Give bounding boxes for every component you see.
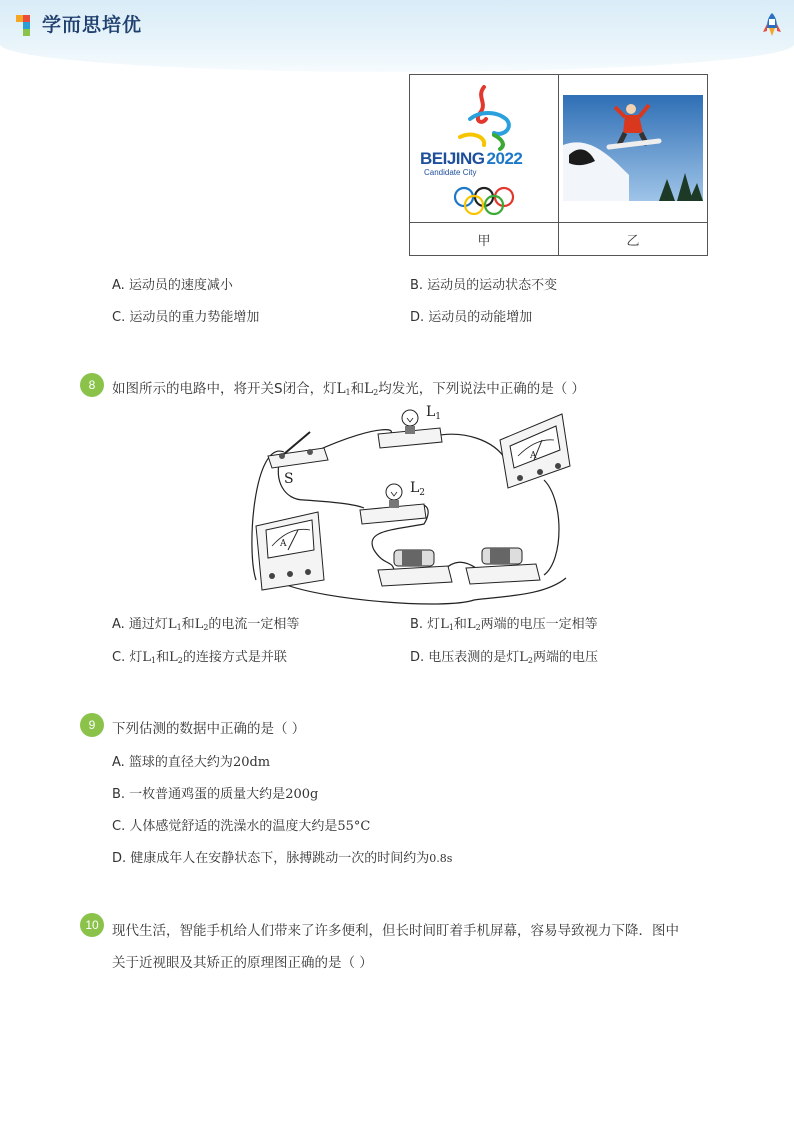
svg-text:A: A	[280, 539, 287, 549]
question-number-10: 10	[80, 913, 104, 937]
q9-option-c: C. 人体感觉舒适的洗澡水的温度大约是55°C	[112, 819, 371, 834]
logo-text: BEIJING 2022	[420, 149, 523, 168]
switch-label: S	[284, 471, 294, 487]
lamp2-label: $L_2$	[410, 480, 426, 498]
q9-option-b: B. 一枚普通鸡蛋的质量大约是200g	[112, 787, 319, 802]
figure-table	[409, 74, 708, 256]
question-number-8: 8	[80, 373, 104, 397]
olympic-logo-cell	[410, 75, 559, 223]
question-number-9: 9	[80, 713, 104, 737]
q7-option-b: B. 运动员的运动状态不变	[410, 278, 558, 293]
rocket-icon	[762, 12, 782, 38]
battery-cell-2	[466, 548, 540, 584]
battery-cell-1	[378, 550, 452, 586]
q10-stem-line-2: 关于近视眼及其矫正的原理图正确的是（ ）	[112, 955, 373, 971]
q7-option-a: A. 运动员的速度减小	[112, 278, 233, 293]
meter-top-right	[500, 414, 570, 488]
lamp1-label: $L_1$	[426, 404, 442, 422]
q10-stem-line-1: 现代生活，智能手机给人们带来了许多便利，但长时间盯着手机屏幕，容易导致视力下降．图中	[112, 923, 679, 939]
meter-bottom-left	[256, 512, 324, 590]
q8-option-b: B. 灯$L_1$和$L_2$两端的电压一定相等	[410, 617, 598, 632]
logo-subtext: Candidate City	[424, 168, 477, 177]
caption-left: 甲	[410, 223, 559, 255]
page-header	[0, 0, 794, 72]
caption-right: 乙	[626, 233, 640, 249]
brand-logo	[16, 10, 142, 36]
q8-option-c: C. 灯$L_1$和$L_2$的连接方式是并联	[112, 650, 287, 665]
brand-name: 学而思培优	[42, 13, 143, 36]
svg-text:A: A	[530, 451, 537, 461]
q9-option-a: A. 篮球的直径大约为20dm	[112, 755, 271, 770]
q7-option-d: D. 运动员的动能增加	[410, 310, 533, 325]
q9-stem: 下列估测的数据中正确的是（ ）	[112, 721, 306, 737]
switch-s	[268, 432, 328, 468]
snowboarder-photo-cell	[559, 75, 707, 223]
brand-mark-icon	[16, 11, 38, 35]
q7-option-c: C. 运动员的重力势能增加	[112, 310, 260, 325]
snowboarder-photo	[559, 75, 706, 223]
q8-option-d: D. 电压表测的是灯$L_2$两端的电压	[410, 650, 599, 665]
q8-stem: 如图所示的电路中，将开关S闭合，灯$L_1$和$L_2$均发光，下列说法中正确的是（ ）	[112, 381, 585, 397]
q9-option-d: D. 健康成年人在安静状态下，脉搏跳动一次的时间约为0.8s	[112, 851, 453, 866]
q8-option-a: A. 通过灯$L_1$和$L_2$的电流一定相等	[112, 617, 300, 632]
circuit-diagram	[244, 400, 584, 610]
